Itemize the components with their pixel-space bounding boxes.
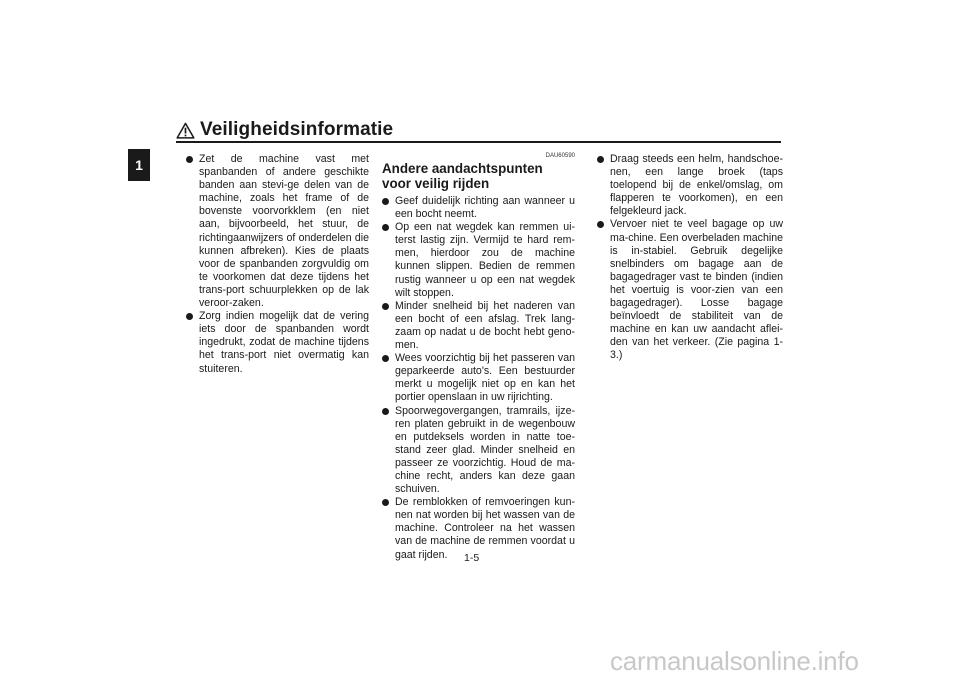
text-column-3 [597,153,783,363]
section-title: Andere aandachtspunten voor veilig rijden [382,161,543,191]
list-item: Zet de machine vast met spanbanden of andere geschikte banden aan stevi-ge delen van de machine, zoals het frame of de bovenste voorvorkklem (en niet aan, bijvoorbeeld, het stuur, de richtingaanwijzers of onderdelen die kunnen afbreken). Kies de plaats voor de spanbanden zorgvuldig om te voorkomen dat deze tijdens het trans-port schuurplekken op de lak veroor-zaken. [186,153,369,310]
header-divider [176,141,781,143]
list-item: Wees voorzichtig bij het passeren van geparkeerde auto's. Een bestuurder merkt u mogelijk niet op en kan het portier openslaan in uw rijrichting. [382,352,575,404]
bullet-dot-icon [597,156,604,163]
bullet-list [597,153,783,363]
bullet-dot-icon [597,221,604,228]
page-number: 1-5 [464,552,480,564]
list-item: Zorg indien mogelijk dat de vering iets door de spanbanden wordt ingedrukt, zodat de machine tijdens het trans-port niet overmatig kan stuiteren. [186,310,369,375]
list-item: Geef duidelijk richting aan wanneer u een bocht neemt. [382,195,575,221]
bullet-dot-icon [382,499,389,506]
bullet-list [382,195,575,562]
list-item: Draag steeds een helm, handschoe-nen, een lange broek (taps toelopend bij de enkel/omslag, om flapperen te voorkomen), en een felgekleurd jack. [597,153,783,218]
bullet-dot-icon [382,198,389,205]
watermark: carmanualsonline.info [610,646,859,676]
list-item: Vervoer niet te veel bagage op uw ma-chine. Een overbeladen machine is in-stabiel. Gebruik degelijke snelbinders om bagage aan de bagagedrager vast te binden (indien het voertuig is voor-zien van een bagagedrager). Losse bagage beïnvloedt de stabiliteit van de machine en kan uw aandacht aflei-den van het verkeer. (Zie pagina 1-3.) [597,218,783,362]
bullet-dot-icon [186,313,193,320]
list-item: Op een nat wegdek kan remmen ui-terst lastig zijn. Vermijd te hard rem-men, hierdoor zou de machine kunnen slippen. Bedien de remmen rustig wanneer u op een nat wegdek wilt stoppen. [382,221,575,300]
section-code: DAU60590 [545,153,575,159]
list-item: Minder snelheid bij het naderen van een bocht of een afslag. Trek lang-zaam op nadat u de bocht hebt geno-men. [382,300,575,352]
text-column-2 [382,152,575,562]
list-item: Spoorwegovergangen, tramrails, ijze-ren platen gebruikt in de wegenbouw en putdeksels worden in natte toe-stand zeer glad. Minder snelheid en passeer ze voorzichtig. Houd de ma-chine recht, anders kan deze gaan schuiven. [382,405,575,497]
chapter-tab: 1 [128,149,150,181]
bullet-list [186,153,369,376]
bullet-dot-icon [382,224,389,231]
text-column-1 [186,153,369,376]
bullet-dot-icon [382,355,389,362]
page-header [176,118,393,142]
warning-triangle-icon [176,122,195,139]
page-title: Veiligheidsinformatie [200,119,394,140]
bullet-dot-icon [186,156,193,163]
list-item: De remblokken of remvoeringen kun-nen nat worden bij het wassen van de machine. Controleer na het wassen van de machine de remmen voordat u gaat rijden. [382,496,575,561]
bullet-dot-icon [382,408,389,415]
bullet-dot-icon [382,303,389,310]
